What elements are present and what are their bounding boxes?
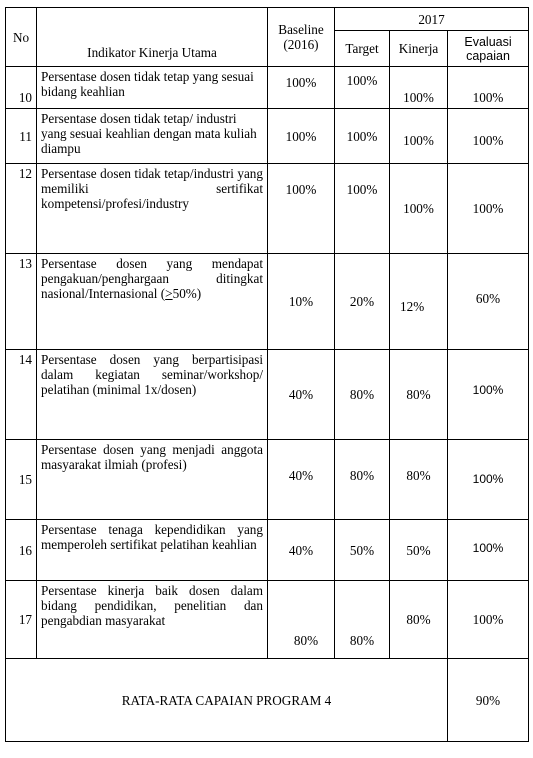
table-row [6, 520, 529, 581]
summary-label: RATA-RATA CAPAIAN PROGRAM 4 [6, 659, 448, 742]
summary-row [6, 659, 529, 742]
kinerja-value: 80% [390, 440, 448, 520]
evaluasi-value: 100% [448, 164, 529, 254]
target-value: 100% [335, 164, 390, 254]
row-number: 14 [6, 350, 37, 440]
row-number: 10 [6, 67, 37, 109]
indicator-text: Persentase dosen tidak tetap/industri yang memiliki sertifikat kompetensi/profesi/industry [37, 164, 268, 254]
table-row [6, 350, 529, 440]
header-kinerja: Kinerja [390, 31, 448, 67]
row-number: 12 [6, 164, 37, 254]
evaluasi-value: 100% [448, 350, 529, 440]
target-value: 100% [335, 109, 390, 164]
table-row [6, 109, 529, 164]
baseline-value: 100% [268, 109, 335, 164]
kinerja-value: 80% [390, 350, 448, 440]
table-row [6, 440, 529, 520]
table-row [6, 581, 529, 659]
performance-table [5, 7, 529, 742]
kinerja-value: 100% [390, 67, 448, 109]
header-no: No [6, 8, 37, 67]
baseline-value: 40% [268, 440, 335, 520]
target-value: 50% [335, 520, 390, 581]
header-year: 2017 [335, 8, 529, 31]
header-row-1 [6, 8, 529, 31]
evaluasi-value: 100% [448, 67, 529, 109]
indicator-text: Persentase dosen yang menjadi anggota masyarakat ilmiah (profesi) [37, 440, 268, 520]
header-target: Target [335, 31, 390, 67]
table-row [6, 164, 529, 254]
target-value: 80% [335, 581, 390, 659]
header-indicator: Indikator Kinerja Utama [37, 8, 268, 67]
baseline-value: 100% [268, 67, 335, 109]
target-value: 80% [335, 440, 390, 520]
kinerja-value: 80% [390, 581, 448, 659]
evaluasi-value: 100% [448, 440, 529, 520]
baseline-value: 80% [268, 581, 335, 659]
table-row [6, 254, 529, 350]
kinerja-value: 50% [390, 520, 448, 581]
row-number: 17 [6, 581, 37, 659]
table-row [6, 67, 529, 109]
indicator-text-part: 50%) [172, 286, 202, 301]
row-number: 13 [6, 254, 37, 350]
indicator-text: Persentase dosen tidak tetap yang sesuai bidang keahlian [37, 67, 268, 109]
row-number: 15 [6, 440, 37, 520]
evaluasi-value: 100% [448, 109, 529, 164]
indicator-text: Persentase dosen tidak tetap/ industri yang sesuai keahlian dengan mata kuliah diampu [37, 109, 268, 164]
kinerja-value: 12% [390, 254, 448, 350]
kinerja-value: 100% [390, 164, 448, 254]
evaluasi-value: 100% [448, 520, 529, 581]
header-evaluasi: Evaluasi capaian [448, 31, 529, 67]
indicator-text: Persentase tenaga kependidikan yang memperoleh sertifikat pelatihan keahlian [37, 520, 268, 581]
indicator-text: Persentase kinerja baik dosen dalam bidang pendidikan, penelitian dan pengabdian masyarakat [37, 581, 268, 659]
greater-equal-symbol: > [165, 286, 173, 301]
kinerja-value: 100% [390, 109, 448, 164]
indicator-text: Persentase dosen yang berpartisipasi dalam kegiatan seminar/workshop/ pelatihan (minimal 1x/dosen) [37, 350, 268, 440]
evaluasi-value: 60% [448, 254, 529, 350]
row-number: 11 [6, 109, 37, 164]
summary-value: 90% [448, 659, 529, 742]
baseline-value: 10% [268, 254, 335, 350]
target-value: 20% [335, 254, 390, 350]
header-baseline: Baseline (2016) [268, 8, 335, 67]
baseline-value: 40% [268, 520, 335, 581]
row-number: 16 [6, 520, 37, 581]
target-value: 100% [335, 67, 390, 109]
evaluasi-value: 100% [448, 581, 529, 659]
indicator-text [37, 254, 268, 350]
baseline-value: 40% [268, 350, 335, 440]
indicator-text-part: Persentase dosen yang mendapat pengakuan/penghargaan ditingkat nasional/Internasional ( [41, 256, 263, 301]
baseline-value: 100% [268, 164, 335, 254]
target-value: 80% [335, 350, 390, 440]
